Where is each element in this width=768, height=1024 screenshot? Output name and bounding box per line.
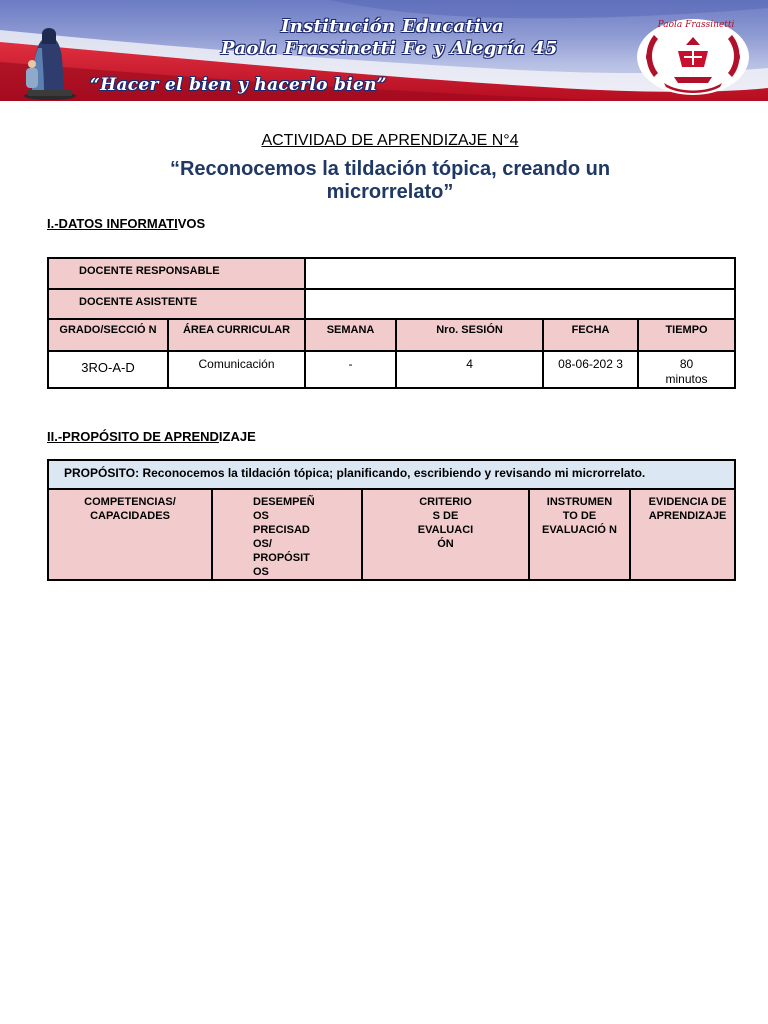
header-banner [0,0,768,101]
header-evidencia: EVIDENCIA DE APRENDIZAJE [630,489,735,580]
header-area-curricular: ÁREA CURRICULAR [168,319,305,351]
header-desempenos: DESEMPEÑ OS PRECISAD OS/ PROPÓSIT OS [212,489,362,580]
value-nro-sesion: 4 [396,351,543,388]
activity-main-title: “Reconocemos la tildación tópica, creando un microrrelato” [169,158,611,203]
proposito-label: PROPÓSITO: [64,466,140,480]
docente-asistente-label: DOCENTE ASISTENTE [48,289,305,319]
value-semana: - [305,351,396,388]
header-instrumento: INSTRUMEN TO DE EVALUACIÓ N [529,489,630,580]
value-grado-seccion: 3RO-A-D [48,351,168,388]
header-competencias: COMPETENCIAS/ CAPACIDADES [48,489,212,580]
header-grado-seccion: GRADO/SECCIÓ N [48,319,168,351]
activity-title: ACTIVIDAD DE APRENDIZAJE N°4 [261,132,519,149]
value-area-curricular: Comunicación [168,351,305,388]
header-fecha: FECHA [543,319,638,351]
crest-label: Paola Frassinetti [657,20,735,30]
institution-title: Institución Educativa [281,16,504,37]
section-heading-datos [47,216,205,231]
proposito-row [48,460,735,489]
saint-statue-icon [20,24,80,100]
header-criterios: CRITERIO S DE EVALUACI ÓN [362,489,529,580]
value-tiempo: 80 minutos [638,351,735,388]
header-nro-sesion: Nro. SESIÓN [396,319,543,351]
section-heading-datos-underlined: I.-DATOS INFORMATI [47,216,178,231]
section-heading-proposito-rest: IZAJE [218,429,256,444]
institution-motto: “Hacer el bien y hacerlo bien” [90,75,387,95]
section-heading-proposito [47,429,256,444]
proposito-text: Reconocemos la tildación tópica; planificando, escribiendo y revisando mi microrrelato. [142,466,646,480]
datos-informativos-table [47,257,736,389]
header-tiempo: TIEMPO [638,319,735,351]
docente-responsable-value[interactable] [305,258,735,289]
docente-asistente-value[interactable] [305,289,735,319]
section-heading-datos-rest: VOS [177,216,206,231]
value-fecha: 08-06-202 3 [543,351,638,388]
proposito-table [47,459,736,581]
section-heading-proposito-underlined: II.-PROPÓSITO DE APREND [47,429,219,444]
institution-name: Paola Frassinetti Fe y Alegría 45 [221,38,558,59]
docente-responsable-label: DOCENTE RESPONSABLE [48,258,305,289]
header-semana: SEMANA [305,319,396,351]
